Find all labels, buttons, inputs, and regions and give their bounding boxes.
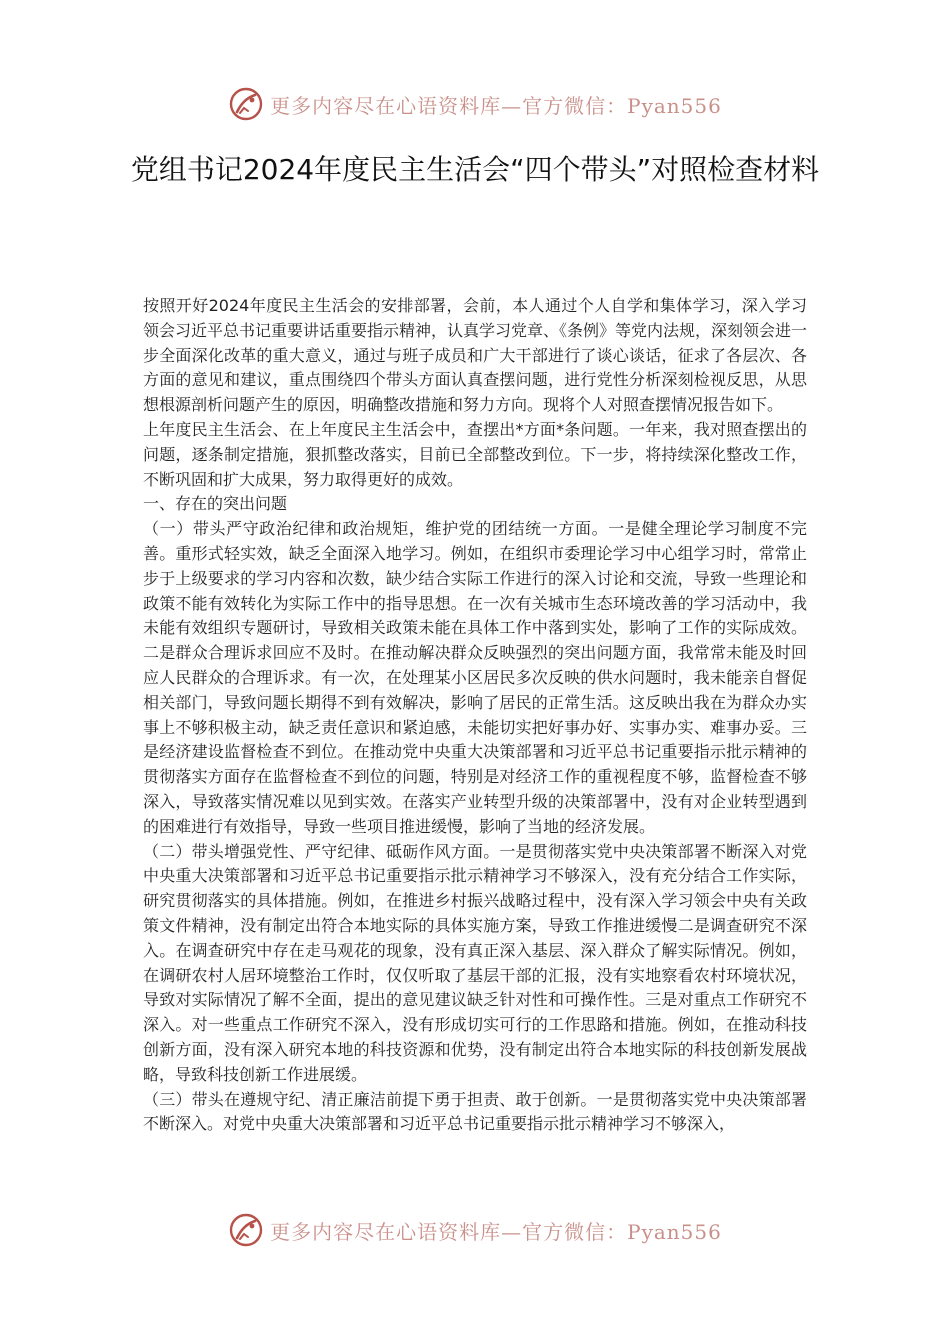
watermark-footer — [0, 1210, 950, 1250]
watermark-header — [0, 84, 950, 124]
paragraph-previous-review: 上年度民主生活会、在上年度民主生活会中，查摆出*方面*条问题。一年来，我对照查摆出的问题，逐条制定措施，狠抓整改落实，目前已全部整改到位。下一步，将持续深化整改工作，不断巩固和扩大成果，努力取得更好的成效。 — [143, 419, 807, 489]
watermark-logo-icon — [228, 1212, 264, 1248]
watermark-text: 更多内容尽在心语资料库—官方微信：Pyan556 — [270, 93, 722, 118]
watermark-text: 更多内容尽在心语资料库—官方微信：Pyan556 — [270, 1219, 722, 1244]
paragraph-intro: 按照开好2024年度民主生活会的安排部署，会前，本人通过个人自学和集体学习，深入学习领会习近平总书记重要讲话重要指示精神，认真学习党章、《条例》等党内法规，深刻领会进一步全面深化改革的重大意义，通过与班子成员和广大干部进行了谈心谈话，征求了各层次、各方面的意见和建议，重点围绕四个带头方面认真查摆问题，进行党性分析深刻检视反思，从思想根源剖析问题产生的原因，明确整改措施和努力方向。现将个人对照查摆情况报告如下。 — [143, 296, 808, 415]
document-body — [143, 294, 807, 1137]
watermark-logo-icon — [228, 86, 264, 122]
document-title: 党组书记2024年度民主生活会“四个带头”对照检查材料 — [130, 153, 820, 186]
paragraph-item-3: （三）带头在遵规守纪、清正廉洁前提下勇于担责、敢于创新。一是贯彻落实党中央决策部署不断深入。对党中央重大决策部署和习近平总书记重要指示批示精神学习不够深入， — [143, 1089, 807, 1134]
section-heading: 一、存在的突出问题 — [143, 494, 288, 514]
paragraph-item-2: （二）带头增强党性、严守纪律、砥砺作风方面。一是贯彻落实党中央决策部署不断深入对党中央重大决策部署和习近平总书记重要指示批示精神学习不够深入，没有充分结合工作实际，研究贯彻落实的具体措施。例如，在推进乡村振兴战略过程中，没有深入学习领会中央有关政策文件精神，没有制定出符合本地实际的具体实施方案，导致工作推进缓慢二是调查研究不深入。在调查研究中存在走马观花的现象，没有真正深入基层、深入群众了解实际情况。例如，在调研农村人居环境整治工作时，仅仅听取了基层干部的汇报，没有实地察看农村环境状况，导致对实际情况了解不全面，提出的意见建议缺乏针对性和可操作性。三是对重点工作研究不深入。对一些重点工作研究不深入，没有形成切实可行的工作思路和措施。例如，在推动科技创新方面，没有深入研究本地的科技资源和优势，没有制定出符合本地实际的科技创新发展战略，导致科技创新工作进展缓。 — [143, 841, 807, 1084]
paragraph-item-1: （一）带头严守政治纪律和政治规矩，维护党的团结统一方面。一是健全理论学习制度不完善。重形式轻实效，缺乏全面深入地学习。例如，在组织市委理论学习中心组学习时，常常止步于上级要求的学习内容和次数，缺少结合实际工作进行的深入讨论和交流，导致一些理论和政策不能有效转化为实际工作中的指导思想。在一次有关城市生态环境改善的学习活动中，我未能有效组织专题研讨，导致相关政策未能在具体工作中落到实处，影响了工作的实际成效。二是群众合理诉求回应不及时。在推动解决群众反映强烈的突出问题方面，我常常未能及时回应人民群众的合理诉求。有一次，在处理某小区居民多次反映的供水问题时，我未能亲自督促相关部门，导致问题长期得不到有效解决，影响了居民的正常生活。这反映出我在为群众办实事上不够积极主动，缺乏责任意识和紧迫感，未能切实把好事办好、实事办实、难事办妥。三是经济建设监督检查不到位。在推动党中央重大决策部署和习近平总书记重要指示批示精神的贯彻落实方面存在监督检查不到位的问题，特别是对经济工作的重视程度不够，监督检查不够深入，导致落实情况难以见到实效。在落实产业转型升级的决策部署中，没有对企业转型遇到的困难进行有效指导，导致一些项目推进缓慢，影响了当地的经济发展。 — [143, 519, 807, 836]
